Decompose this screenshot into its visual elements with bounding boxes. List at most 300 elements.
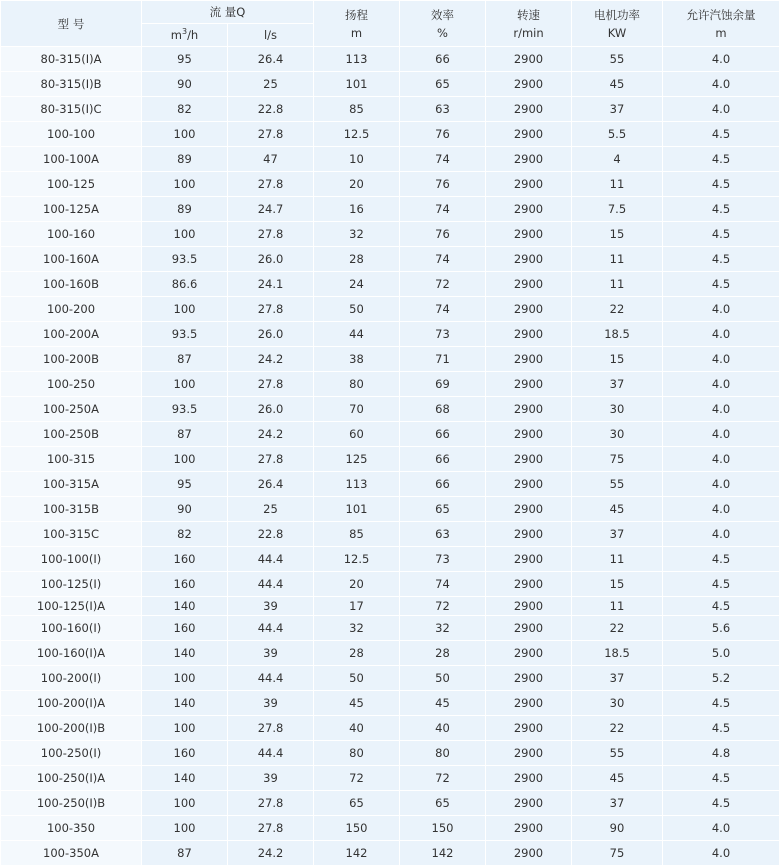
cell-npsh: 4.5 (663, 222, 779, 247)
cell-power: 37 (572, 522, 663, 547)
cell-model: 100-350 (1, 816, 142, 841)
cell-power: 55 (572, 472, 663, 497)
cell-power: 11 (572, 597, 663, 616)
cell-npsh: 4.5 (663, 197, 779, 222)
header-flow-m3h-sup: 3 (182, 27, 187, 36)
cell-flow-ls: 39 (228, 766, 314, 791)
header-speed-unit: r/min (486, 24, 571, 42)
cell-model: 100-100A (1, 147, 142, 172)
cell-power: 15 (572, 572, 663, 597)
cell-head: 50 (314, 297, 400, 322)
cell-head: 44 (314, 322, 400, 347)
header-npsh (663, 1, 779, 47)
cell-head: 113 (314, 472, 400, 497)
table-row (1, 422, 779, 447)
cell-flow-ls: 25 (228, 497, 314, 522)
cell-speed: 2900 (486, 397, 572, 422)
cell-flow-m3h: 100 (142, 666, 228, 691)
table-row (1, 297, 779, 322)
cell-npsh: 4.0 (663, 297, 779, 322)
cell-model: 100-200 (1, 297, 142, 322)
cell-speed: 2900 (486, 497, 572, 522)
cell-flow-m3h: 90 (142, 72, 228, 97)
table-row (1, 122, 779, 147)
cell-flow-ls: 24.2 (228, 422, 314, 447)
cell-speed: 2900 (486, 122, 572, 147)
table-row (1, 791, 779, 816)
cell-power: 75 (572, 447, 663, 472)
cell-flow-ls: 22.8 (228, 97, 314, 122)
header-speed (486, 1, 572, 47)
cell-npsh: 4.0 (663, 841, 779, 866)
cell-speed: 2900 (486, 97, 572, 122)
cell-model: 100-250(I) (1, 741, 142, 766)
cell-speed: 2900 (486, 547, 572, 572)
cell-model: 100-250B (1, 422, 142, 447)
cell-speed: 2900 (486, 816, 572, 841)
table-body (1, 47, 779, 866)
cell-model: 100-200(I)A (1, 691, 142, 716)
cell-efficiency: 76 (400, 172, 486, 197)
cell-model: 100-160(I)A (1, 641, 142, 666)
cell-model: 100-125(I)A (1, 597, 142, 616)
cell-npsh: 4.5 (663, 766, 779, 791)
cell-flow-m3h: 87 (142, 347, 228, 372)
cell-head: 80 (314, 741, 400, 766)
cell-model: 100-160 (1, 222, 142, 247)
cell-head: 80 (314, 372, 400, 397)
cell-model: 100-160(I) (1, 616, 142, 641)
cell-model: 100-160B (1, 272, 142, 297)
cell-flow-ls: 39 (228, 597, 314, 616)
cell-head: 101 (314, 72, 400, 97)
cell-flow-m3h: 160 (142, 572, 228, 597)
cell-efficiency: 68 (400, 397, 486, 422)
header-flow-m3h-pre: m (171, 28, 182, 42)
table-row (1, 247, 779, 272)
cell-speed: 2900 (486, 597, 572, 616)
cell-speed: 2900 (486, 666, 572, 691)
cell-flow-ls: 44.4 (228, 666, 314, 691)
cell-efficiency: 73 (400, 547, 486, 572)
cell-efficiency: 50 (400, 666, 486, 691)
cell-power: 11 (572, 272, 663, 297)
cell-flow-m3h: 93.5 (142, 322, 228, 347)
cell-npsh: 4.0 (663, 322, 779, 347)
cell-flow-ls: 26.0 (228, 322, 314, 347)
cell-efficiency: 74 (400, 297, 486, 322)
cell-npsh: 4.0 (663, 447, 779, 472)
table-row (1, 766, 779, 791)
cell-flow-m3h: 140 (142, 641, 228, 666)
cell-efficiency: 74 (400, 572, 486, 597)
cell-speed: 2900 (486, 641, 572, 666)
cell-model: 100-250A (1, 397, 142, 422)
cell-npsh: 4.0 (663, 347, 779, 372)
cell-power: 45 (572, 766, 663, 791)
cell-flow-ls: 27.8 (228, 222, 314, 247)
cell-efficiency: 76 (400, 222, 486, 247)
cell-flow-m3h: 140 (142, 766, 228, 791)
table-row (1, 147, 779, 172)
table-row (1, 572, 779, 597)
cell-flow-m3h: 100 (142, 222, 228, 247)
cell-flow-ls: 26.4 (228, 47, 314, 72)
cell-power: 15 (572, 222, 663, 247)
cell-npsh: 4.0 (663, 97, 779, 122)
cell-speed: 2900 (486, 297, 572, 322)
cell-npsh: 4.0 (663, 497, 779, 522)
table-row (1, 666, 779, 691)
cell-head: 20 (314, 172, 400, 197)
header-efficiency-label: 效率 (400, 6, 485, 24)
cell-model: 100-315B (1, 497, 142, 522)
cell-speed: 2900 (486, 222, 572, 247)
cell-npsh: 4.5 (663, 572, 779, 597)
cell-flow-m3h: 89 (142, 147, 228, 172)
table-row (1, 816, 779, 841)
cell-model: 100-200A (1, 322, 142, 347)
cell-speed: 2900 (486, 372, 572, 397)
table-row (1, 497, 779, 522)
cell-flow-m3h: 93.5 (142, 397, 228, 422)
cell-speed: 2900 (486, 841, 572, 866)
table-row (1, 472, 779, 497)
table-row (1, 616, 779, 641)
header-head (314, 1, 400, 47)
cell-flow-ls: 44.4 (228, 741, 314, 766)
cell-model: 100-200B (1, 347, 142, 372)
table-row (1, 841, 779, 866)
cell-efficiency: 80 (400, 741, 486, 766)
cell-head: 70 (314, 397, 400, 422)
table-header (1, 1, 779, 47)
cell-flow-ls: 44.4 (228, 547, 314, 572)
cell-model: 100-160A (1, 247, 142, 272)
cell-flow-ls: 39 (228, 691, 314, 716)
cell-power: 37 (572, 666, 663, 691)
cell-npsh: 4.5 (663, 547, 779, 572)
cell-flow-m3h: 100 (142, 372, 228, 397)
cell-head: 101 (314, 497, 400, 522)
table-row (1, 372, 779, 397)
table-row (1, 547, 779, 572)
cell-flow-ls: 27.8 (228, 791, 314, 816)
cell-model: 100-200(I) (1, 666, 142, 691)
cell-flow-m3h: 93.5 (142, 247, 228, 272)
cell-head: 17 (314, 597, 400, 616)
cell-flow-m3h: 89 (142, 197, 228, 222)
cell-head: 85 (314, 522, 400, 547)
cell-speed: 2900 (486, 422, 572, 447)
cell-model: 80-315(I)B (1, 72, 142, 97)
cell-flow-m3h: 160 (142, 616, 228, 641)
cell-efficiency: 74 (400, 197, 486, 222)
cell-model: 100-350A (1, 841, 142, 866)
cell-model: 80-315(I)A (1, 47, 142, 72)
cell-npsh: 4.5 (663, 691, 779, 716)
cell-efficiency: 72 (400, 766, 486, 791)
header-speed-label: 转速 (486, 6, 571, 24)
cell-flow-ls: 27.8 (228, 447, 314, 472)
cell-model: 100-125A (1, 197, 142, 222)
cell-flow-ls: 26.4 (228, 472, 314, 497)
cell-power: 45 (572, 72, 663, 97)
cell-flow-m3h: 82 (142, 97, 228, 122)
header-efficiency-unit: % (400, 24, 485, 42)
cell-model: 100-315C (1, 522, 142, 547)
table-row (1, 641, 779, 666)
cell-head: 72 (314, 766, 400, 791)
cell-flow-ls: 26.0 (228, 247, 314, 272)
cell-speed: 2900 (486, 741, 572, 766)
cell-power: 90 (572, 816, 663, 841)
header-efficiency (400, 1, 486, 47)
cell-flow-m3h: 100 (142, 172, 228, 197)
cell-npsh: 4.0 (663, 47, 779, 72)
header-flow-ls: l/s (228, 24, 314, 47)
header-head-label: 扬程 (314, 6, 399, 24)
cell-flow-m3h: 90 (142, 497, 228, 522)
cell-speed: 2900 (486, 691, 572, 716)
cell-efficiency: 66 (400, 47, 486, 72)
cell-flow-m3h: 82 (142, 522, 228, 547)
cell-efficiency: 32 (400, 616, 486, 641)
header-power-unit: KW (572, 24, 662, 42)
cell-flow-m3h: 100 (142, 716, 228, 741)
cell-head: 60 (314, 422, 400, 447)
cell-npsh: 4.0 (663, 422, 779, 447)
header-flow-m3h (142, 24, 228, 47)
header-flow-m3h-post: /h (187, 28, 198, 42)
cell-model: 100-100 (1, 122, 142, 147)
cell-power: 37 (572, 97, 663, 122)
cell-head: 113 (314, 47, 400, 72)
cell-efficiency: 74 (400, 247, 486, 272)
cell-speed: 2900 (486, 616, 572, 641)
cell-npsh: 5.0 (663, 641, 779, 666)
header-power (572, 1, 663, 47)
cell-npsh: 4.8 (663, 741, 779, 766)
cell-power: 30 (572, 691, 663, 716)
cell-flow-ls: 27.8 (228, 372, 314, 397)
cell-power: 37 (572, 372, 663, 397)
cell-power: 75 (572, 841, 663, 866)
cell-speed: 2900 (486, 447, 572, 472)
cell-power: 18.5 (572, 641, 663, 666)
cell-flow-ls: 27.8 (228, 297, 314, 322)
cell-power: 55 (572, 47, 663, 72)
cell-npsh: 4.0 (663, 816, 779, 841)
cell-speed: 2900 (486, 322, 572, 347)
cell-speed: 2900 (486, 272, 572, 297)
table-row (1, 172, 779, 197)
cell-speed: 2900 (486, 766, 572, 791)
cell-power: 30 (572, 422, 663, 447)
cell-power: 15 (572, 347, 663, 372)
cell-flow-m3h: 160 (142, 547, 228, 572)
table-row (1, 597, 779, 616)
cell-npsh: 4.5 (663, 791, 779, 816)
cell-speed: 2900 (486, 347, 572, 372)
table-row (1, 691, 779, 716)
table-row (1, 197, 779, 222)
cell-efficiency: 40 (400, 716, 486, 741)
cell-speed: 2900 (486, 716, 572, 741)
cell-model: 100-250(I)A (1, 766, 142, 791)
cell-npsh: 4.0 (663, 522, 779, 547)
cell-speed: 2900 (486, 791, 572, 816)
cell-power: 11 (572, 547, 663, 572)
cell-power: 5.5 (572, 122, 663, 147)
cell-efficiency: 69 (400, 372, 486, 397)
cell-efficiency: 74 (400, 147, 486, 172)
cell-npsh: 4.5 (663, 122, 779, 147)
cell-flow-m3h: 100 (142, 122, 228, 147)
cell-power: 30 (572, 397, 663, 422)
cell-model: 100-315 (1, 447, 142, 472)
cell-speed: 2900 (486, 172, 572, 197)
cell-power: 7.5 (572, 197, 663, 222)
cell-npsh: 4.5 (663, 147, 779, 172)
cell-flow-m3h: 160 (142, 741, 228, 766)
table-row (1, 716, 779, 741)
cell-speed: 2900 (486, 572, 572, 597)
table-row (1, 741, 779, 766)
cell-efficiency: 150 (400, 816, 486, 841)
cell-model: 100-200(I)B (1, 716, 142, 741)
header-npsh-unit: m (663, 24, 779, 42)
cell-head: 12.5 (314, 122, 400, 147)
cell-npsh: 4.0 (663, 372, 779, 397)
cell-flow-ls: 27.8 (228, 716, 314, 741)
cell-head: 38 (314, 347, 400, 372)
cell-head: 50 (314, 666, 400, 691)
cell-npsh: 4.5 (663, 716, 779, 741)
cell-head: 40 (314, 716, 400, 741)
cell-efficiency: 28 (400, 641, 486, 666)
cell-flow-m3h: 140 (142, 691, 228, 716)
cell-power: 22 (572, 716, 663, 741)
cell-power: 22 (572, 616, 663, 641)
cell-model: 100-315A (1, 472, 142, 497)
cell-efficiency: 72 (400, 272, 486, 297)
cell-flow-ls: 25 (228, 72, 314, 97)
cell-npsh: 5.2 (663, 666, 779, 691)
cell-efficiency: 76 (400, 122, 486, 147)
cell-flow-ls: 27.8 (228, 122, 314, 147)
cell-power: 37 (572, 791, 663, 816)
cell-head: 10 (314, 147, 400, 172)
cell-head: 24 (314, 272, 400, 297)
cell-flow-ls: 27.8 (228, 816, 314, 841)
cell-efficiency: 72 (400, 597, 486, 616)
cell-efficiency: 65 (400, 791, 486, 816)
cell-efficiency: 142 (400, 841, 486, 866)
cell-flow-m3h: 100 (142, 297, 228, 322)
cell-head: 32 (314, 222, 400, 247)
cell-efficiency: 63 (400, 522, 486, 547)
cell-efficiency: 66 (400, 447, 486, 472)
table-row (1, 522, 779, 547)
cell-npsh: 4.0 (663, 472, 779, 497)
table-row (1, 272, 779, 297)
cell-speed: 2900 (486, 47, 572, 72)
cell-efficiency: 65 (400, 72, 486, 97)
cell-flow-m3h: 95 (142, 472, 228, 497)
cell-head: 85 (314, 97, 400, 122)
cell-model: 100-250(I)B (1, 791, 142, 816)
table-row (1, 97, 779, 122)
cell-power: 4 (572, 147, 663, 172)
cell-flow-ls: 24.7 (228, 197, 314, 222)
cell-efficiency: 65 (400, 497, 486, 522)
cell-power: 55 (572, 741, 663, 766)
cell-npsh: 4.0 (663, 72, 779, 97)
cell-head: 28 (314, 247, 400, 272)
cell-model: 100-125 (1, 172, 142, 197)
cell-efficiency: 63 (400, 97, 486, 122)
cell-flow-ls: 24.2 (228, 841, 314, 866)
header-npsh-label: 允许汽蚀余量 (663, 6, 779, 24)
table-row (1, 222, 779, 247)
table-row (1, 447, 779, 472)
cell-model: 100-125(I) (1, 572, 142, 597)
cell-model: 80-315(I)C (1, 97, 142, 122)
cell-speed: 2900 (486, 522, 572, 547)
table-row (1, 72, 779, 97)
cell-speed: 2900 (486, 72, 572, 97)
cell-flow-ls: 39 (228, 641, 314, 666)
cell-flow-ls: 44.4 (228, 616, 314, 641)
header-power-label: 电机功率 (572, 6, 662, 24)
header-model: 型 号 (1, 1, 142, 47)
cell-power: 18.5 (572, 322, 663, 347)
cell-head: 32 (314, 616, 400, 641)
cell-head: 45 (314, 691, 400, 716)
table-row (1, 322, 779, 347)
cell-efficiency: 71 (400, 347, 486, 372)
cell-head: 16 (314, 197, 400, 222)
cell-flow-m3h: 87 (142, 422, 228, 447)
cell-head: 125 (314, 447, 400, 472)
header-head-unit: m (314, 24, 399, 42)
cell-head: 20 (314, 572, 400, 597)
cell-power: 11 (572, 247, 663, 272)
cell-flow-ls: 22.8 (228, 522, 314, 547)
cell-model: 100-100(I) (1, 547, 142, 572)
cell-npsh: 5.6 (663, 616, 779, 641)
cell-npsh: 4.0 (663, 397, 779, 422)
cell-npsh: 4.5 (663, 172, 779, 197)
cell-efficiency: 66 (400, 422, 486, 447)
cell-power: 22 (572, 297, 663, 322)
cell-speed: 2900 (486, 472, 572, 497)
cell-efficiency: 66 (400, 472, 486, 497)
cell-flow-m3h: 140 (142, 597, 228, 616)
table-row (1, 397, 779, 422)
cell-head: 28 (314, 641, 400, 666)
cell-head: 150 (314, 816, 400, 841)
table-row (1, 47, 779, 72)
cell-efficiency: 73 (400, 322, 486, 347)
cell-flow-ls: 47 (228, 147, 314, 172)
cell-head: 12.5 (314, 547, 400, 572)
cell-npsh: 4.5 (663, 247, 779, 272)
cell-npsh: 4.5 (663, 597, 779, 616)
table-row (1, 347, 779, 372)
cell-flow-m3h: 86.6 (142, 272, 228, 297)
